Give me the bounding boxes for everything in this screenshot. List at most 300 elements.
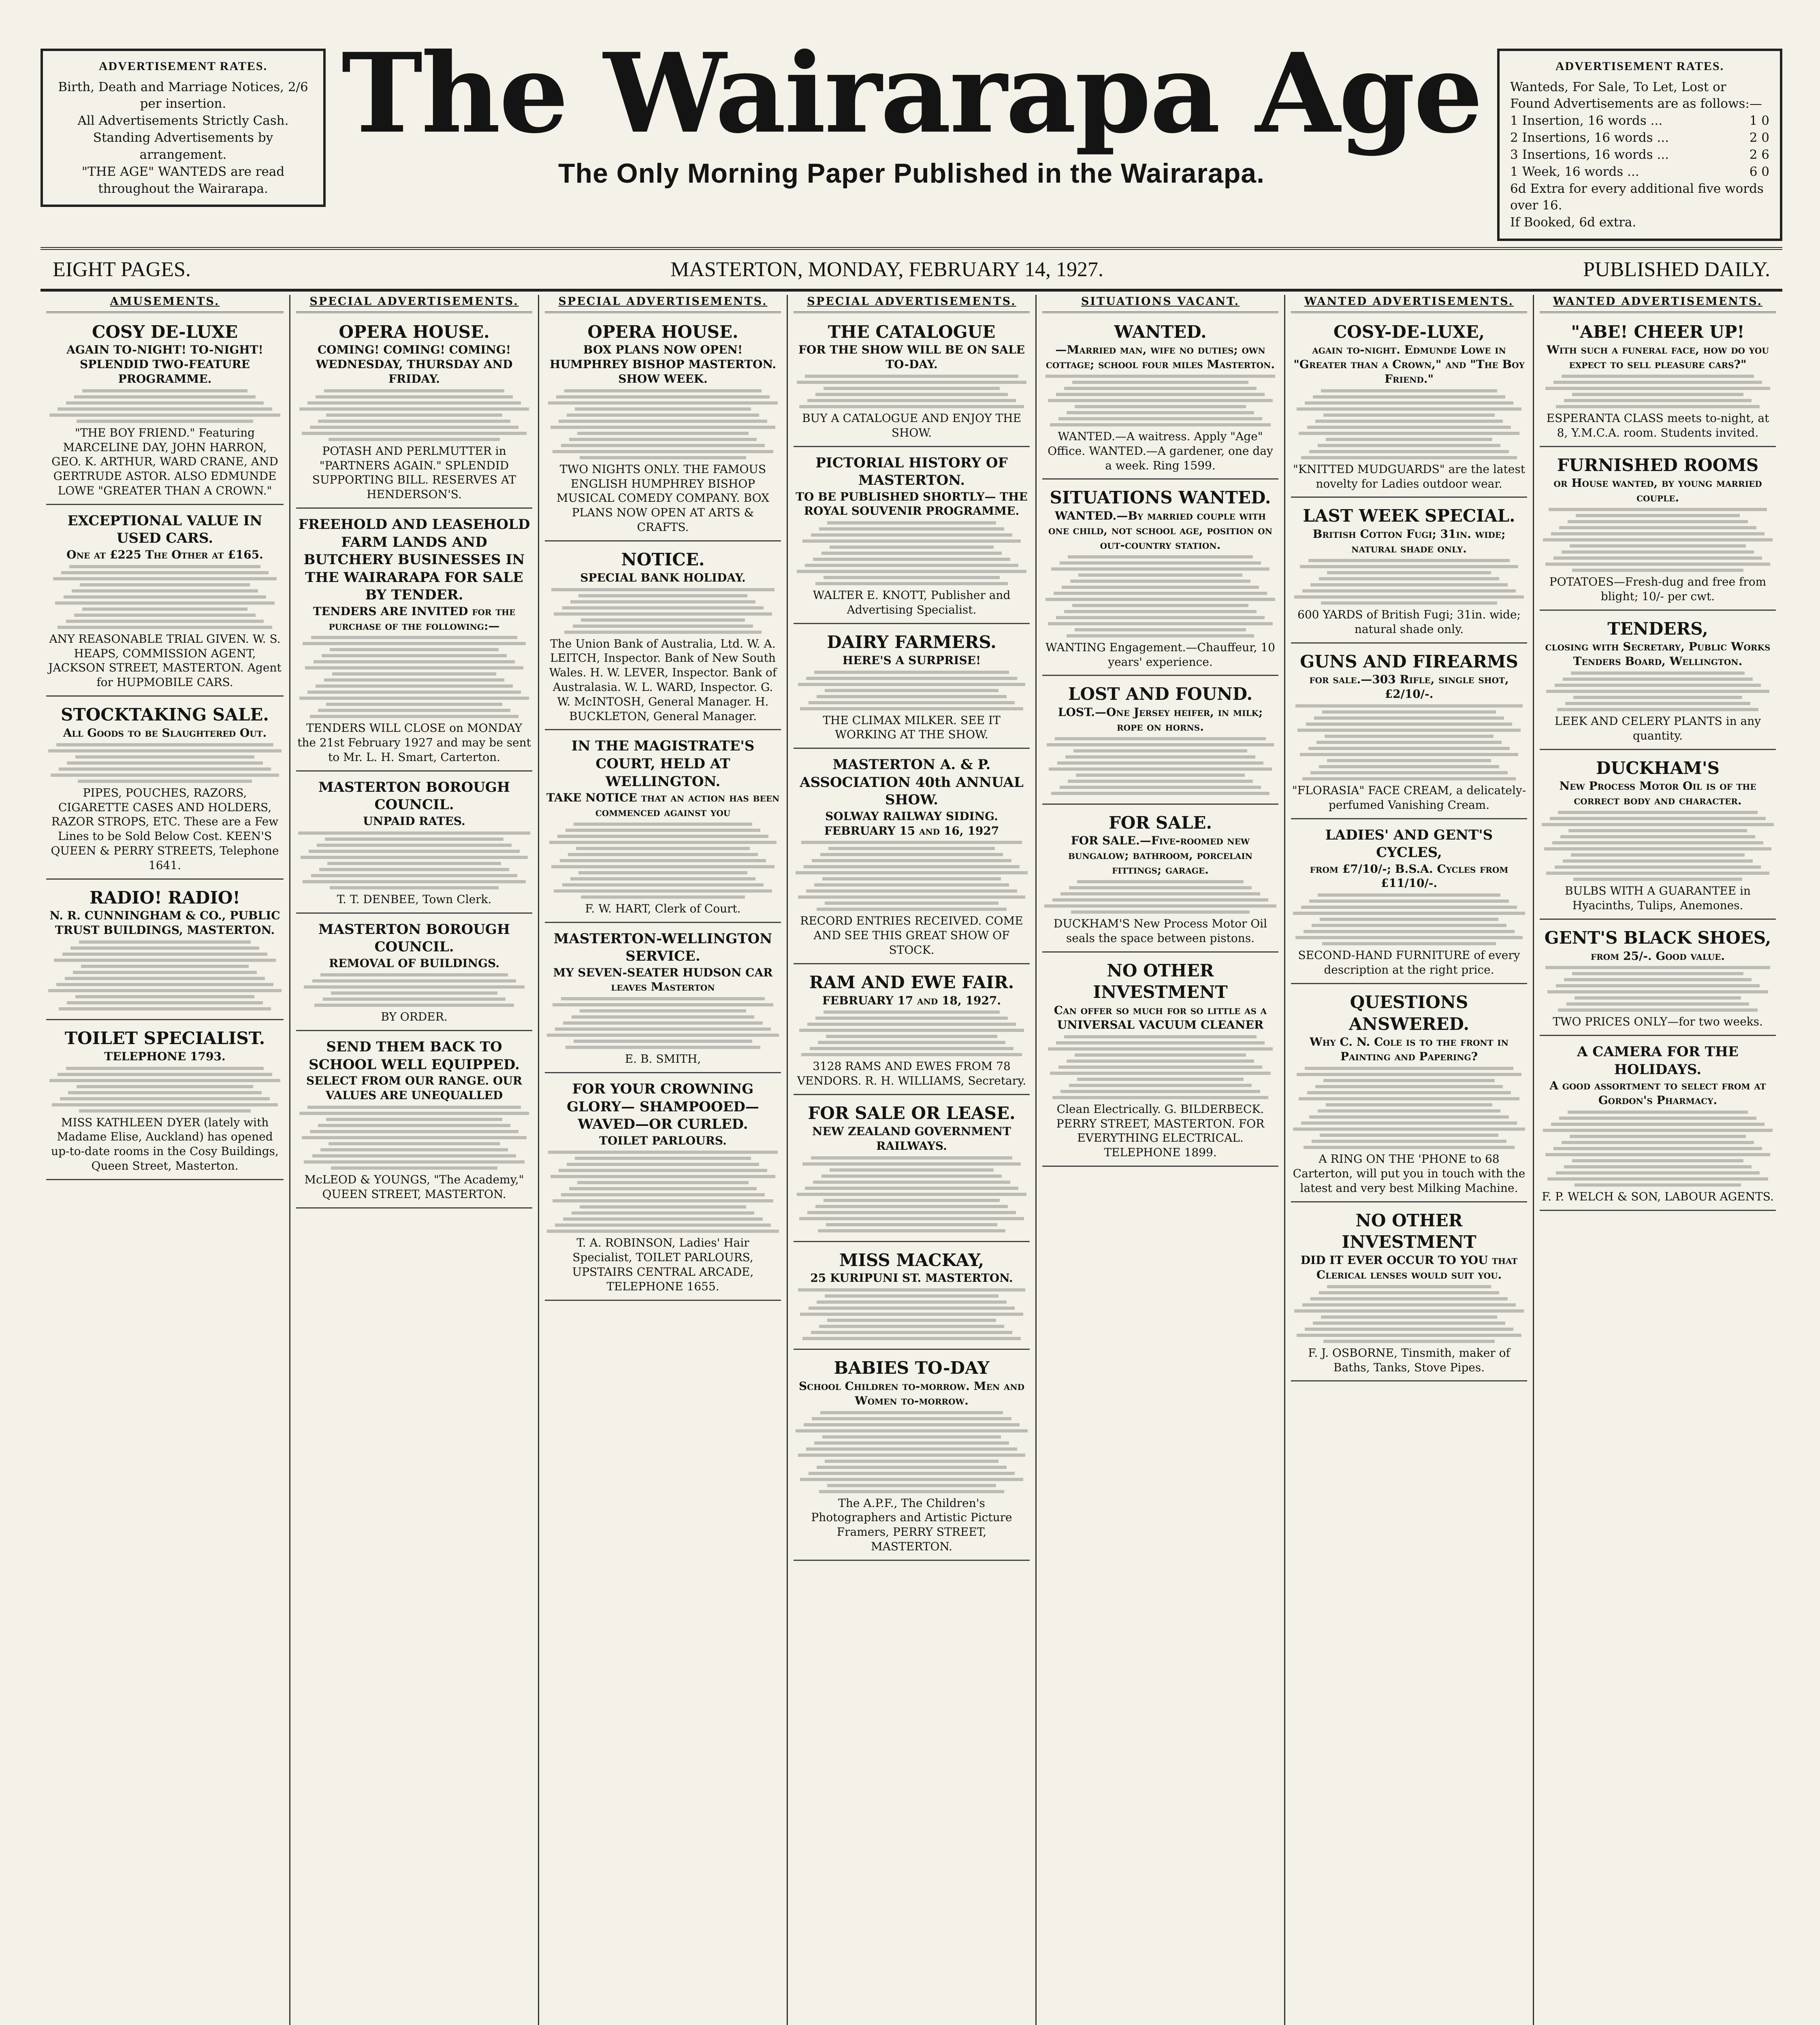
text-line	[1326, 438, 1492, 441]
text-line	[576, 847, 749, 850]
text-line	[1320, 1134, 1498, 1137]
advertisement	[545, 734, 781, 923]
text-line	[1313, 395, 1505, 399]
text-line	[1312, 1140, 1506, 1143]
advertisement-subtitle: N. R. CUNNINGHAM & CO., PUBLIC TRUST BUILDINGS, MASTERTON.	[49, 909, 280, 937]
column-6	[1284, 295, 1533, 2025]
text-line	[1060, 892, 1260, 895]
text-line	[1076, 774, 1245, 777]
text-line	[573, 625, 753, 628]
text-line	[1075, 628, 1246, 631]
text-line	[307, 401, 521, 405]
text-line	[1323, 1340, 1495, 1343]
text-line	[1294, 595, 1524, 599]
advertisement-subtitle: SPECIAL BANK HOLIDAY.	[580, 571, 746, 584]
text-line	[1051, 567, 1269, 571]
advertisement-subtitle: LOST.—One Jersey heifer, in milk; rope on horns.	[1058, 706, 1263, 733]
advertisement-subtitle: SOLWAY RAILWAY SIDING. FEBRUARY 15 and 16, 1927	[824, 809, 999, 838]
text-line	[1549, 508, 1767, 511]
advertisement-subtitle: COMING! COMING! COMING! WEDNESDAY, THURSDAY AND FRIDAY.	[316, 343, 513, 386]
text-line	[548, 401, 778, 405]
text-line	[1072, 604, 1248, 607]
advertisement-title: OPERA HOUSE.	[339, 322, 490, 342]
text-line	[1320, 918, 1498, 921]
text-line	[1050, 423, 1270, 426]
text-line	[811, 1331, 1013, 1334]
text-line	[69, 565, 260, 568]
text-line	[580, 1205, 746, 1209]
text-line	[1075, 1053, 1246, 1057]
text-line	[323, 998, 506, 1001]
rates-extra: 6d Extra for every additional five words over 16.	[1510, 181, 1764, 213]
advertisement-subtitle: SELECT FROM OUR RANGE. OUR VALUES ARE UNEQUALLED	[306, 1074, 522, 1102]
advertisement-body: POTATOES—Fresh-dug and free from blight; 10/- per cwt.	[1549, 575, 1767, 603]
text-line	[324, 678, 505, 682]
text-lines	[297, 1106, 531, 1170]
text-line	[814, 1441, 1009, 1445]
text-lines	[794, 375, 1029, 408]
text-line	[330, 886, 499, 889]
advertisement	[296, 776, 532, 914]
text-line	[1314, 716, 1504, 720]
advertisement-body: F. J. OSBORNE, Tinsmith, maker of Baths, Tanks, Stove Pipes.	[1308, 1346, 1510, 1374]
text-line	[74, 395, 256, 399]
advertisement-title: FOR YOUR CROWNING GLORY— SHAMPOOED—WAVED—OR CURLED.	[567, 1081, 759, 1133]
advertisement-body: F. W. HART, Clerk of Court.	[585, 902, 741, 915]
text-line	[1542, 823, 1774, 826]
advertisement-subtitle: New Process Motor Oil is of the correct body and character.	[1559, 779, 1756, 808]
rates-booked: If Booked, 6d extra.	[1510, 215, 1637, 230]
rates-line: "THE AGE" WANTEDS are read throughout the Wairarapa.	[81, 164, 285, 196]
text-line	[1321, 601, 1497, 605]
text-lines	[1540, 375, 1775, 408]
rates-line: Standing Advertisements by arrangement.	[93, 130, 273, 162]
advertisement-subtitle: British Cotton Fugi; 31in. wide; natural shade only.	[1312, 527, 1506, 556]
text-line	[1302, 777, 1516, 780]
text-lines	[546, 997, 780, 1049]
text-line	[819, 1490, 1004, 1493]
advertisement-title: MASTERTON BOROUGH COUNCIL.	[318, 921, 510, 955]
text-line	[298, 831, 530, 835]
advertisement-rates-box-right	[1497, 49, 1782, 241]
text-line	[565, 1046, 760, 1049]
text-line	[817, 1300, 1007, 1304]
text-lines	[794, 1411, 1029, 1493]
text-line	[312, 979, 516, 983]
advertisement-title: DUCKHAM'S	[1596, 758, 1720, 778]
text-line	[80, 583, 250, 586]
advertisement-rates-box-left	[41, 49, 326, 207]
advertisement-body: Clean Electrically. G. BILDERBECK. PERRY STREET, MASTERTON. FOR EVERYTHING ELECTRICAL. TELEPHONE 1899.	[1056, 1102, 1265, 1160]
text-lines	[546, 389, 780, 459]
text-line	[1315, 1085, 1503, 1088]
text-line	[806, 1447, 1017, 1451]
text-line	[66, 620, 264, 623]
advertisement	[1540, 754, 1776, 920]
text-line	[1305, 1328, 1513, 1331]
text-line	[1058, 1066, 1263, 1069]
text-line	[813, 558, 1010, 561]
text-line	[1305, 401, 1513, 405]
text-line	[1060, 786, 1261, 789]
text-line	[77, 420, 254, 423]
advertisement-body: ESPERANTA CLASS meets to-night, at 8, Y.M.C.A. room. Students invited.	[1546, 411, 1769, 439]
text-line	[1560, 835, 1755, 838]
text-line	[550, 1175, 776, 1178]
advertisement-body: "THE BOY FRIEND." Featuring MARCELINE DAY, JOHN HARRON, GEO. K. ARTHUR, WARD CRANE, AND GERTRUDE ASTOR. ALSO EDMUNDE LOWE "GREATER THAN A CROWN."	[51, 426, 278, 498]
text-lines	[794, 1288, 1029, 1340]
text-line	[1056, 1041, 1265, 1044]
text-line	[331, 1166, 497, 1170]
text-line	[580, 456, 746, 459]
text-line	[547, 1230, 779, 1233]
text-line	[805, 564, 1018, 567]
text-line	[1321, 1315, 1497, 1319]
text-line	[73, 971, 257, 974]
text-line	[815, 582, 1008, 585]
text-line	[812, 859, 1011, 862]
text-line	[1563, 859, 1753, 863]
advertisement-subtitle: Can offer so much for so little as a UNIVERSAL VACUUM CLEANER	[1054, 1004, 1267, 1032]
text-line	[1323, 1079, 1495, 1082]
text-line	[316, 684, 512, 688]
text-line	[556, 395, 770, 399]
text-line	[1293, 912, 1525, 915]
text-lines	[1292, 389, 1526, 459]
text-line	[800, 1478, 1023, 1481]
text-line	[1062, 586, 1259, 589]
text-line	[563, 1217, 762, 1221]
advertisement	[545, 318, 781, 541]
column-7	[1533, 295, 1782, 2025]
advertisement	[794, 1354, 1030, 1561]
advertisement-title: WANTED.	[1114, 322, 1207, 342]
text-line	[1045, 598, 1275, 601]
text-line	[1576, 514, 1740, 517]
advertisement-body: A RING ON THE 'PHONE to 68 Carterton, will put you in touch with the latest and very best Milking Machine.	[1293, 1152, 1526, 1195]
advertisement-title: FOR SALE OR LEASE.	[808, 1103, 1016, 1123]
text-line	[562, 606, 764, 610]
text-line	[1557, 708, 1759, 711]
text-lines	[47, 743, 283, 783]
text-line	[1573, 878, 1742, 881]
text-line	[326, 414, 502, 417]
text-line	[1572, 569, 1743, 572]
text-line	[1295, 704, 1523, 708]
text-lines	[1540, 811, 1775, 881]
column-heading: SPECIAL ADVERTISEMENTS.	[296, 295, 532, 313]
text-line	[1553, 381, 1762, 384]
text-line	[62, 953, 267, 956]
text-line	[797, 570, 1026, 573]
text-line	[1568, 829, 1747, 832]
text-line	[1562, 550, 1754, 554]
text-line	[1055, 737, 1266, 740]
advertisement-subtitle: FEBRUARY 17 and 18, 1927.	[822, 993, 1001, 1007]
text-lines	[1292, 559, 1526, 605]
text-line	[1550, 817, 1766, 820]
text-line	[1306, 723, 1513, 726]
text-line	[79, 940, 251, 944]
text-line	[316, 395, 512, 399]
advertisement-title: THE CATALOGUE	[828, 322, 996, 342]
text-line	[1078, 573, 1242, 577]
text-lines	[1043, 375, 1278, 426]
text-line	[66, 1067, 264, 1070]
advertisement	[1042, 809, 1278, 953]
advertisement-title: "ABE! CHEER UP!	[1571, 322, 1745, 342]
text-line	[55, 601, 274, 605]
advertisement-body: TWO PRICES ONLY—for two weeks.	[1553, 1015, 1763, 1029]
text-line	[1555, 684, 1761, 687]
text-line	[807, 1211, 1016, 1214]
text-line	[812, 1417, 1011, 1420]
brand	[316, 29, 1507, 189]
text-line	[817, 695, 1007, 698]
text-line	[326, 703, 502, 706]
advertisement	[1042, 484, 1278, 676]
text-line	[1310, 1297, 1507, 1300]
text-line	[1322, 942, 1496, 945]
text-line	[825, 1294, 998, 1298]
advertisement	[1291, 318, 1527, 498]
text-line	[327, 862, 501, 865]
text-line	[830, 546, 994, 549]
text-line	[53, 577, 277, 580]
text-line	[1299, 1097, 1519, 1100]
text-line	[1568, 520, 1748, 523]
advertisement-subtitle: TENDERS ARE INVITED for the purchase of the following:—	[313, 604, 516, 633]
advertisement-title: GENT'S BLACK SHOES,	[1544, 927, 1771, 948]
advertisement-subtitle: Why C. N. Cole is to the front in Painting and Papering?	[1310, 1035, 1508, 1064]
text-line	[52, 1103, 278, 1106]
advertisement-title: TENDERS,	[1607, 618, 1708, 639]
text-line	[330, 648, 499, 651]
text-line	[1573, 696, 1742, 699]
advertisement	[1540, 318, 1776, 447]
text-line	[1050, 1072, 1270, 1075]
text-line	[1293, 1128, 1525, 1131]
advertisement-body: "FLORASIA" FACE CREAM, a delicately-perfumed Vanishing Cream.	[1292, 783, 1526, 812]
advertisement-subtitle: for sale.—303 Rifle, single shot, £2/10/-.	[1309, 673, 1509, 701]
advertisement-body: BY ORDER.	[381, 1010, 448, 1024]
text-line	[1294, 1309, 1524, 1313]
rate-row: 1 Insertion, 16 words ... 1 0	[1510, 113, 1769, 128]
text-line	[54, 959, 275, 962]
advertisement-title: STOCKTAKING SALE.	[61, 705, 269, 725]
text-line	[1543, 538, 1773, 541]
text-line	[1564, 978, 1752, 981]
text-line	[1297, 407, 1522, 411]
text-line	[553, 1003, 773, 1006]
text-line	[824, 1010, 999, 1014]
text-line	[59, 1007, 271, 1010]
text-line	[569, 438, 757, 441]
advertisement-body: ANY REASONABLE TRIAL GIVEN. W. S. HEAPS, COMMISSION AGENT, JACKSON STREET, MASTERTON. Agent for HUPMOBILE CARS.	[48, 632, 282, 689]
text-lines	[794, 841, 1029, 911]
text-line	[314, 660, 515, 663]
text-line	[815, 1017, 1008, 1020]
text-lines	[1043, 737, 1278, 795]
text-line	[826, 1223, 997, 1226]
text-line	[561, 444, 765, 447]
text-line	[581, 895, 745, 899]
text-line	[320, 1148, 508, 1151]
text-line	[59, 767, 271, 771]
text-line	[800, 707, 1023, 710]
text-line	[814, 671, 1009, 674]
text-line	[49, 1079, 280, 1082]
text-lines	[794, 1156, 1029, 1232]
text-line	[318, 1124, 510, 1127]
advertisement-body: TENDERS WILL CLOSE on MONDAY the 21st February 1927 and may be sent to Mr. L. H. Smart, Carterton.	[297, 721, 531, 764]
text-line	[578, 594, 747, 597]
text-line	[805, 1187, 1018, 1190]
text-line	[65, 977, 265, 980]
text-line	[1559, 526, 1756, 529]
advertisement-body: The Union Bank of Australia, Ltd. W. A. LEITCH, Inspector. Bank of New South Wales. H. W. LEVER, Inspector. Bank of Australasia. W. L. WARD, Inspector. G. W. McINTOSH, General Manager. H. BUCKLETON, General Manager.	[549, 637, 777, 723]
text-line	[550, 426, 776, 429]
text-line	[310, 715, 518, 718]
text-line	[318, 420, 510, 423]
text-line	[821, 1174, 1002, 1178]
text-line	[312, 1154, 516, 1157]
newspaper-title: The Wairarapa Age	[341, 29, 1482, 158]
text-line	[818, 1229, 1005, 1232]
text-lines	[1043, 555, 1278, 637]
text-line	[302, 432, 527, 435]
advertisement-body: WALTER E. KNOTT, Publisher and Advertising Specialist.	[813, 588, 1011, 617]
advertisement	[794, 753, 1030, 964]
text-line	[1319, 1291, 1500, 1294]
advertisement-body: BUY A CATALOGUE AND ENJOY THE SHOW.	[802, 411, 1022, 439]
advertisement	[794, 1246, 1030, 1350]
text-line	[563, 1021, 762, 1025]
advertisement-title: LADIES' AND GENT'S CYCLES,	[1325, 827, 1493, 861]
advertisement	[545, 1077, 781, 1301]
text-line	[565, 829, 760, 832]
text-line	[1297, 1334, 1522, 1337]
advertisement	[794, 628, 1030, 749]
advertisement	[1291, 648, 1527, 819]
text-lines	[47, 1067, 283, 1113]
text-line	[802, 539, 1020, 543]
advertisement-body: 3128 RAMS AND EWES FROM 78 VENDORS. R. H. WILLIAMS, Secretary.	[797, 1059, 1026, 1088]
text-line	[332, 672, 496, 676]
text-line	[820, 1411, 1003, 1414]
page-count: EIGHT PAGES.	[53, 258, 191, 281]
text-line	[81, 965, 248, 968]
text-line	[1297, 1073, 1522, 1076]
advertisement-body: TWO NIGHTS ONLY. THE FAMOUS ENGLISH HUMPHREY BISHOP MUSICAL COMEDY COMPANY. BOX PLANS NOW OPEN AT ARTS & CRAFTS.	[556, 462, 770, 534]
text-line	[48, 989, 282, 992]
column-heading: SPECIAL ADVERTISEMENTS.	[794, 295, 1030, 313]
text-line	[1545, 966, 1771, 969]
advertisement-subtitle: TO BE PUBLISHED SHORTLY— THE ROYAL SOUVENIR PROGRAMME.	[796, 490, 1028, 518]
text-line	[1564, 1165, 1752, 1168]
text-line	[580, 1009, 746, 1013]
text-line	[547, 1034, 779, 1037]
text-line	[577, 1181, 749, 1184]
advertisement	[46, 1024, 284, 1180]
advertisement-subtitle: —Married man, wife no duties; own cottage; school four miles Masterton.	[1045, 343, 1275, 371]
rates-intro: Wanteds, For Sale, To Let, Lost or Found Advertisements are as follows:—	[1510, 79, 1762, 111]
text-line	[1049, 767, 1272, 771]
text-line	[561, 997, 765, 1000]
text-line	[828, 847, 995, 850]
text-line	[810, 1047, 1014, 1050]
text-line	[1556, 1171, 1760, 1174]
text-line	[56, 983, 273, 986]
text-line	[557, 835, 768, 838]
advertisement	[46, 509, 284, 697]
text-line	[799, 405, 1024, 408]
text-line	[1571, 671, 1744, 675]
text-line	[1301, 456, 1517, 459]
text-line	[830, 1168, 994, 1172]
text-line	[800, 1313, 1023, 1316]
text-line	[311, 636, 518, 639]
text-line	[1575, 1183, 1741, 1187]
advertisement-body: BULBS WITH A GUARANTEE in Hyacinths, Tulips, Anemones.	[1565, 884, 1751, 912]
text-line	[329, 1142, 500, 1145]
text-line	[1562, 375, 1754, 378]
text-line	[1318, 1109, 1501, 1113]
text-line	[1568, 1111, 1748, 1114]
issue-date: MASTERTON, MONDAY, FEBRUARY 14, 1927.	[670, 258, 1103, 281]
text-line	[1048, 399, 1273, 402]
advertisement-subtitle: AGAIN TO-NIGHT! TO-NIGHT! SPLENDID TWO-FEATURE PROGRAMME.	[66, 343, 263, 386]
text-line	[824, 1199, 999, 1202]
text-line	[1069, 886, 1252, 889]
text-line	[806, 889, 1017, 893]
text-line	[1302, 1303, 1516, 1307]
text-lines	[546, 823, 780, 899]
text-line	[796, 871, 1028, 874]
text-line	[1060, 1090, 1260, 1093]
text-line	[811, 1156, 1013, 1160]
text-line	[562, 883, 764, 887]
column-1	[41, 295, 289, 2025]
advertisement-body: "KNITTED MUDGUARDS" are the latest novelty for Ladies outdoor wear.	[1293, 462, 1525, 490]
advertisement-body: THE CLIMAX MILKER. SEE IT WORKING AT THE SHOW.	[823, 713, 1001, 742]
advertisement-body: WANTING Engagement.—Chauffeur, 10 years' experience.	[1045, 640, 1275, 669]
advertisement-body: RECORD ENTRIES RECEIVED. COME AND SEE THIS GREAT SHOW OF STOCK.	[800, 914, 1023, 957]
text-line	[824, 387, 999, 390]
text-line	[1054, 592, 1267, 595]
text-line	[1064, 610, 1257, 613]
text-line	[578, 871, 747, 874]
advertisement-title: LAST WEEK SPECIAL.	[1303, 506, 1515, 526]
text-line	[798, 1454, 1026, 1457]
advertisement-title: GUNS AND FIREARMS	[1300, 651, 1518, 671]
text-line	[813, 1181, 1010, 1184]
text-line	[575, 407, 751, 411]
advertisement-subtitle: UNPAID RATES.	[363, 814, 465, 828]
text-line	[1566, 1002, 1750, 1006]
text-line	[307, 691, 521, 694]
advertisement-subtitle: BOX PLANS NOW OPEN! HUMPHREY BISHOP MASTERTON. SHOW WEEK.	[549, 343, 777, 386]
text-line	[802, 1337, 1020, 1340]
text-line	[1309, 450, 1508, 453]
text-line	[805, 375, 1018, 378]
text-line	[318, 709, 510, 712]
text-line	[821, 552, 1002, 555]
advertisement	[794, 318, 1030, 447]
text-line	[66, 401, 264, 405]
text-line	[1045, 375, 1275, 378]
text-line	[804, 1423, 1020, 1426]
